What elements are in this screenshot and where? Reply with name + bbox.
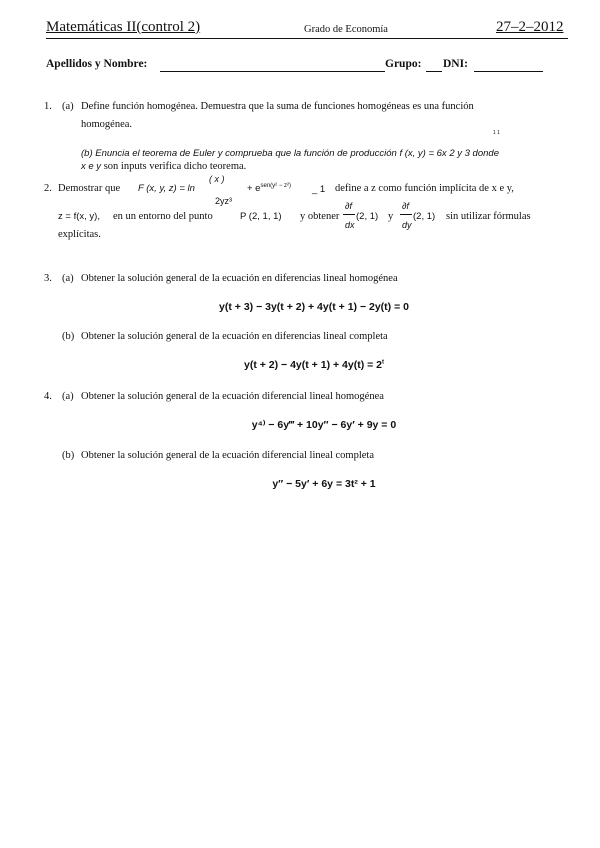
q1-number: 1. [44, 101, 52, 112]
name-field[interactable] [160, 71, 385, 72]
group-field[interactable] [426, 71, 442, 72]
q3b-tag: (b) [62, 331, 75, 342]
exam-date: 27–2–2012 [496, 19, 564, 35]
q2-line3: explícitas. [58, 229, 101, 240]
q1b-line1: (b) Enuncia el teorema de Euler y comprueba que la función de producción f (x, y) = 6x 2 y 3 donde [81, 148, 499, 159]
q4b-equation: y″ − 5y′ + 6y = 3t² + 1 [272, 478, 376, 490]
q3a-tag: (a) [62, 273, 74, 284]
q2-line2-b: en un entorno del punto [113, 211, 213, 222]
q1a-tag: (a) [62, 101, 74, 112]
course-title: Matemáticas II(control 2) [46, 19, 201, 35]
q2-at-2: (2, 1) [413, 211, 436, 222]
q1b-exponents: 1 1 [493, 130, 500, 136]
q4a-equation: y⁴⁾ − 6y‴ + 10y″ − 6y′ + 9y = 0 [251, 419, 397, 431]
q2-at-1: (2, 1) [356, 211, 379, 222]
q1a-line1: Define función homogénea. Demuestra que la suma de funciones homogéneas es una función [81, 101, 474, 112]
q2-number: 2. [44, 183, 52, 194]
q1b-line2: x e y son inputs verifica dicho teorema. [81, 161, 247, 172]
q2-dy: dy [402, 220, 412, 230]
q2-fraction-numerator: ( x ) [209, 174, 225, 184]
q4a-tag: (a) [62, 391, 74, 402]
q2-line1-rest: define a z como función implícita de x e y, [335, 183, 514, 194]
dni-field[interactable] [474, 71, 543, 72]
degree-label: Grado de Economía [304, 24, 388, 35]
q2-df-1: ∂f [345, 201, 352, 211]
q4b-tag: (b) [62, 450, 75, 461]
q3b-text: Obtener la solución general de la ecuación en diferencias lineal completa [81, 331, 388, 342]
q2-intro: Demostrar que [58, 183, 121, 194]
header-rule [46, 38, 568, 39]
q2-fraction-denominator: 2yz³ [215, 196, 233, 206]
q2-dx: dx [345, 220, 355, 230]
q2-point: P (2, 1, 1) [240, 211, 282, 222]
q4a-text: Obtener la solución general de la ecuación diferencial lineal homogénea [81, 391, 384, 402]
q1a-line2: homogénea. [81, 119, 133, 130]
q2-minus-one: _ 1 [312, 184, 326, 195]
dni-label: DNI: [443, 58, 468, 70]
q2-frac-bar-1 [343, 214, 355, 215]
q2-frac-bar-2 [400, 214, 412, 215]
group-label: Grupo: [385, 58, 422, 70]
q3a-equation: y(t + 3) − 3y(t + 2) + 4y(t + 1) − 2y(t) = 0 [219, 301, 409, 313]
q2-df-2: ∂f [402, 201, 409, 211]
q2-line2-d: sin utilizar fórmulas [446, 211, 531, 222]
name-label: Apellidos y Nombre: [46, 58, 148, 70]
q2-line2-c: y obtener [300, 211, 340, 222]
q2-exp-term: + $e^{sen(y^2 - z^2)}$ [247, 183, 291, 195]
q3a-text: Obtener la solución general de la ecuación en diferencias lineal homogénea [81, 273, 398, 284]
q2-y-word: y [388, 211, 394, 222]
q3b-equation: $y(t + 2) - 4y(t + 1) + 4y(t) = 2^t$ [243, 359, 385, 371]
q3-number: 3. [44, 273, 52, 284]
q4-number: 4. [44, 391, 52, 402]
q4b-text: Obtener la solución general de la ecuación diferencial lineal completa [81, 450, 374, 461]
q2-z-equals: z = f(x, y), [58, 211, 100, 222]
q2-function: F (x, y, z) = ln [138, 183, 195, 194]
